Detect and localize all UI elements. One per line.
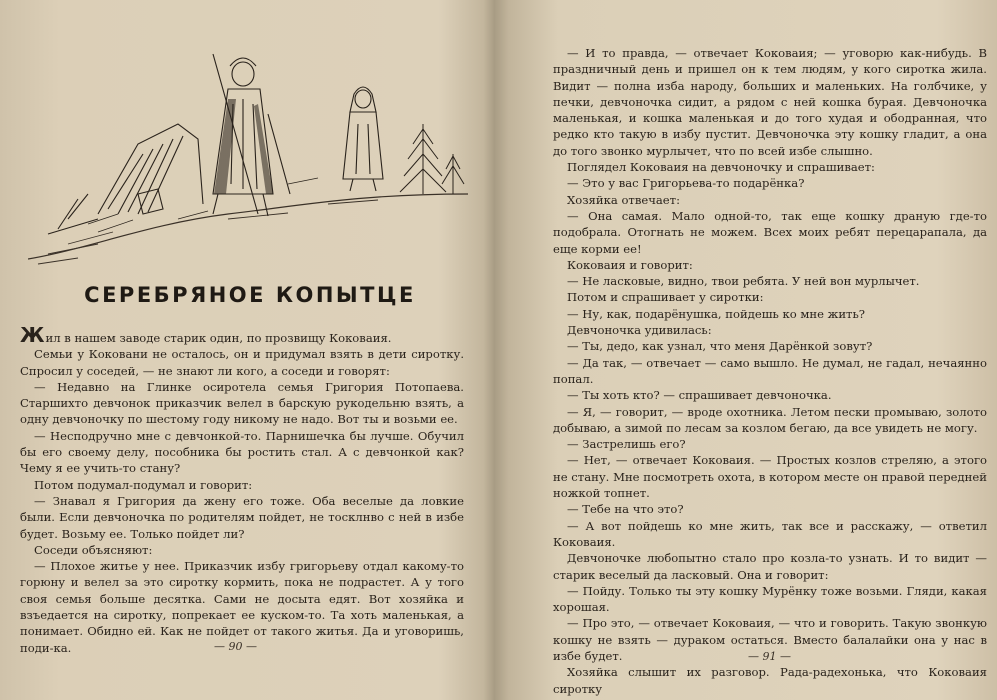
paragraph: — Застрелишь его?	[567, 437, 686, 452]
paragraph: — Пойду. Только ты эту кошку Мурёнку тоже возьми. Гляди, какая хорошая.	[553, 583, 987, 615]
paragraph: — Знавал я Григория да жену его тоже. Оба веселые да ловкие были. Если девчоночка по родителям пойдет, не тосклнво с ней в избе будет. Возьму ее. Только пойдет ли?	[20, 493, 464, 541]
paragraph: — Плохое житье у нее. Приказчик избу григорьеву отдал какому-то горюну и велел за это сиротку кормить, пока не подрастет. А у того своя семья больше десятка. Сами не досыта едят. Вот хозяйка и взъедается на сиротку, попрекает ее куском-то. Та хоть маленькая, а понимает. Обидно ей. Как не пойдет от такого житья. Да и уговоришь, поди-ка.	[20, 559, 464, 655]
right-page-text	[553, 45, 987, 697]
paragraph: Семьи у Коковани не осталось, он и придумал взять в дети сиротку. Спросил у соседей, — не знают ли кого, а соседи и говорят:	[20, 347, 464, 378]
paragraph: Жил в нашем заводе старик один, по прозвищу Коковаия.	[20, 323, 392, 347]
paragraph: — Да так, — отвечает — само вышло. Не думал, не гадал, нечаянно попал.	[553, 355, 987, 386]
paragraph: — А вот пойдешь ко мне жить, так все и расскажу, — ответил Коковаия.	[553, 518, 987, 549]
winter-illustration	[28, 44, 468, 274]
paragraph: — Тебе на что это?	[567, 502, 684, 517]
paragraph: — Недавно на Глинке осиротела семья Григория Потопаева. Старшихто девчонок приказчик велел в барскую рукодельню взять, а одну девчоночку по шестому году никому не надо. Вот ты и возьми ее.	[20, 379, 464, 427]
paragraph: — Несподручно мне с девчонкой-то. Парнишечка бы лучше. Обучил бы его своему делу, пособника бы ростить стал. А с девчонкой как? Чему я ее учить-то стану?	[20, 428, 464, 476]
paragraph: Соседи объясняют:	[34, 542, 153, 557]
right-page	[507, 0, 997, 700]
paragraph: Потом и спрашивает у сиротки:	[567, 290, 764, 305]
left-page	[0, 0, 490, 700]
paragraph: — И то правда, — отвечает Коковаия; — уговорю как-нибудь. В праздничный день и пришел он к тем людям, у кого сиротка жила. Видит — полна изба народу, больших и маленьких. На голбчике, у печки, девчоночка сидит, а рядом с ней кошка бурая. Девчоночка маленькая, и кошка маленькая и до того худая и ободранная, что редко кто такую в избу пустит. Девчоночка эту кошку гладит, а она до того звонко мурлычет, что по всей избе слышно.	[553, 46, 987, 158]
paragraph: Девчоночка удивилась:	[567, 323, 712, 338]
story-title: СЕРЕБРЯНОЕ КОПЫТЦЕ	[84, 283, 416, 307]
drop-cap: Ж	[20, 323, 45, 347]
page-number-right: — 91 —	[748, 650, 791, 663]
page-number-left: — 90 —	[214, 640, 257, 653]
paragraph: Поглядел Коковаия на девчоночку и спрашивает:	[567, 160, 875, 175]
paragraph: — Про это, — отвечает Коковаия, — что и говорить. Такую звонкую кошку не взять — дураком остаться. Вместо балалайки она у нас в избе будет.	[553, 616, 987, 663]
paragraph: — Я, — говорит, — вроде охотника. Летом пески промываю, золото добываю, а зимой по лесам за козлом бегаю, да все увидеть не могу.	[553, 404, 987, 435]
paragraph: — Ну, как, подарёнушка, пойдешь ко мне жить?	[567, 306, 866, 321]
paragraph: Коковаия и говорит:	[567, 257, 693, 272]
paragraph: — Она самая. Мало одной-то, так еще кошку драную где-то подобрала. Отогнать не можем. Всех моих ребят перецарапала, да еще корми ее!	[553, 208, 987, 256]
paragraph: — Ты, дедо, как узнал, что меня Дарёнкой зовут?	[567, 339, 873, 354]
left-page-text	[20, 323, 464, 656]
paragraph: — Нет, — отвечает Коковаия. — Простых козлов стреляю, а этого не стану. Мне посмотреть охота, в котором месте он правой передней ножкой топнет.	[553, 453, 987, 501]
paragraph: — Не ласковые, видно, твои ребята. У ней вон мурлычет.	[567, 274, 920, 289]
paragraph: — Это у вас Григорьева-то подарёнка?	[567, 176, 805, 191]
paragraph: — Ты хоть кто? — спрашивает девчоночка.	[567, 388, 832, 403]
paragraph: Хозяйка отвечает:	[567, 192, 680, 207]
paragraph: Девчоночке любопытно стало про козла-то узнать. И то видит — старик веселый да ласковый. Она и говорит:	[553, 551, 987, 582]
paragraph: Хозяйка слышит их разговор. Рада-радехонька, что Коковаия сиротку	[553, 665, 987, 696]
paragraph: Потом подумал-подумал и говорит:	[34, 477, 253, 492]
